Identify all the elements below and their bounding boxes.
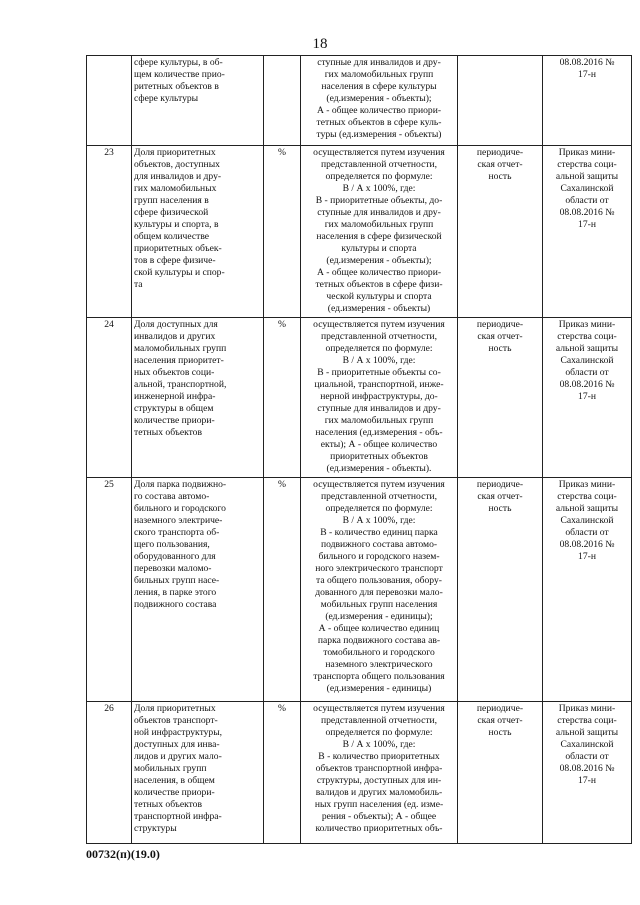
cell-text-line: гих маломобильных групп [324, 219, 434, 230]
cell-text-line: населения приоритет- [134, 355, 224, 366]
cell-text-line: определяется по формуле: [325, 503, 433, 514]
cell-text-line: периодиче- [476, 147, 524, 158]
indicator-name-cell [132, 702, 264, 844]
unit-cell: % [264, 702, 301, 844]
cell-text-line: В - количество единиц парка [320, 527, 438, 538]
page-number: 18 [312, 36, 328, 52]
cell-text-line: осуществляется путем изучения [313, 319, 445, 330]
cell-text-line: дованного для перевозки мало- [315, 587, 443, 598]
cell-text-line: лидов и других мало- [134, 751, 222, 762]
cell-text-line: валидов и других маломобиль- [315, 787, 443, 798]
cell-text-line: В / А х 100%, где: [342, 515, 416, 526]
cell-text-line: общем количестве [134, 231, 210, 242]
cell-text-line: альной защиты [555, 503, 619, 514]
cell-text-line: наземного электрического [325, 659, 433, 670]
cell-text-line: ская отчет- [477, 715, 523, 726]
cell-text-line: количество приоритетных объ- [315, 823, 443, 834]
cell-text-line: наземного электриче- [134, 515, 223, 526]
cell-text-line: В / А х 100%, где: [342, 355, 416, 366]
periodicity-cell [458, 146, 543, 318]
row-number-cell [87, 56, 132, 146]
periodicity-cell [458, 702, 543, 844]
cell-text-line: транспорта общего пользования [313, 671, 445, 682]
source-document-cell [543, 478, 632, 702]
cell-text-line: 08.08.2016 № [559, 539, 615, 550]
row-number-cell: 26 [87, 702, 132, 844]
cell-text-line: объектов, доступных [134, 159, 220, 170]
cell-text-line: альной, транспортной, [134, 379, 227, 390]
cell-text-line: населения в сфере физической [316, 231, 442, 242]
cell-text-line: Приказ мини- [558, 147, 616, 158]
cell-text-line: ступные для инвалидов и дру- [317, 403, 441, 414]
cell-text-line: транспортной инфра- [134, 811, 222, 822]
cell-text-line: ных групп населения (ед. изме- [314, 799, 444, 810]
cell-text-line: (ед.измерения - объекты). [326, 463, 432, 474]
cell-text-line: (ед.измерения - объекты); [326, 255, 432, 266]
cell-text-line: ческой культуры и спорта [326, 291, 432, 302]
cell-text-line: стерства соци- [557, 491, 617, 502]
cell-text-line: В / А х 100%, где: [342, 739, 416, 750]
table-row [87, 478, 632, 702]
cell-text-line: населения, в общем [134, 775, 215, 786]
cell-text-line: 08.08.2016 № [559, 207, 615, 218]
cell-text-line: 17-н [578, 69, 596, 80]
cell-text-line: осуществляется путем изучения [313, 479, 445, 490]
row-number-cell: 23 [87, 146, 132, 318]
indicator-table [86, 55, 632, 844]
cell-text-line: (ед.измерения - единицы); [325, 611, 433, 622]
cell-text-line: тетных объектов в сфере куль- [316, 117, 442, 128]
cell-text-line: томобильного и городского [323, 647, 435, 658]
cell-text-line: Доля доступных для [134, 319, 218, 330]
cell-text-line: Приказ мини- [558, 319, 616, 330]
cell-text-line: подвижного состава [134, 599, 217, 610]
cell-text-line: парка подвижного состава ав- [317, 635, 441, 646]
cell-text-line: бильного и городского назем- [318, 551, 440, 562]
cell-text-line: гих маломобильных [134, 183, 217, 194]
cell-text-line: Сахалинской [560, 355, 614, 366]
cell-text-line: гих маломобильных групп [324, 69, 434, 80]
cell-text-line: циальной, транспортной, инже- [314, 379, 444, 390]
cell-text-line: нерной инфраструктуры, до- [320, 391, 438, 402]
cell-text-line: ность [488, 727, 512, 738]
unit-cell: % [264, 478, 301, 702]
calculation-method-cell [301, 56, 458, 146]
cell-text-line: стерства соци- [557, 331, 617, 342]
row-number-cell: 24 [87, 318, 132, 478]
cell-text-line: ская отчет- [477, 491, 523, 502]
cell-text-line: ритетных объектов в [134, 81, 219, 92]
cell-text-line: объектов транспорт- [134, 715, 218, 726]
cell-text-line: (ед.измерения - объекты); [326, 93, 432, 104]
cell-text-line: альной защиты [555, 343, 619, 354]
cell-text-line: оборудованного для [134, 551, 216, 562]
cell-text-line: ных объектов соци- [134, 367, 215, 378]
cell-text-line: бильного и городского [134, 503, 226, 514]
cell-text-line: подвижного состава автомо- [320, 539, 438, 550]
source-document-cell [543, 702, 632, 844]
indicator-name-cell [132, 56, 264, 146]
cell-text-line: Приказ мини- [558, 479, 616, 490]
calculation-method-cell [301, 702, 458, 844]
cell-text-line: области от [565, 367, 609, 378]
cell-text-line: та общего пользования, обору- [316, 575, 442, 586]
indicator-name-cell [132, 318, 264, 478]
cell-text-line: А - общее количество приори- [316, 105, 442, 116]
cell-text-line: осуществляется путем изучения [313, 147, 445, 158]
cell-text-line: осуществляется путем изучения [313, 703, 445, 714]
cell-text-line: 17-н [578, 551, 596, 562]
calculation-method-cell [301, 478, 458, 702]
cell-text-line: В - количество приоритетных [318, 751, 440, 762]
document-code: 00732(п)(19.0) [86, 847, 160, 861]
cell-text-line: туры (ед.измерения - объекты) [316, 129, 442, 140]
cell-text-line: 17-н [578, 391, 596, 402]
cell-text-line: инвалидов и других [134, 331, 216, 342]
cell-text-line: культуры и спорта, в [134, 219, 219, 230]
cell-text-line: маломобильных групп [134, 343, 227, 354]
periodicity-cell [458, 318, 543, 478]
cell-text-line: 17-н [578, 775, 596, 786]
cell-text-line: Приказ мини- [558, 703, 616, 714]
periodicity-cell [458, 478, 543, 702]
cell-text-line: ления, в парке этого [134, 587, 217, 598]
cell-text-line: доступных для инва- [134, 739, 220, 750]
table-row [87, 56, 632, 146]
cell-text-line: (ед.измерения - объекты) [327, 303, 431, 314]
source-document-cell [543, 56, 632, 146]
cell-text-line: представленной отчетности, [320, 159, 438, 170]
cell-text-line: групп населения в [134, 195, 209, 206]
cell-text-line: определяется по формуле: [325, 727, 433, 738]
cell-text-line: населения в сфере культуры [321, 81, 437, 92]
cell-text-line: Доля приоритетных [134, 703, 216, 714]
cell-text-line: бильных групп насе- [134, 575, 220, 586]
source-document-cell [543, 146, 632, 318]
cell-text-line: населения (ед.измерения - объ- [315, 427, 443, 438]
cell-text-line: 08.08.2016 № [559, 763, 615, 774]
cell-text-line: Сахалинской [560, 183, 614, 194]
cell-text-line: приоритетных объек- [134, 243, 222, 254]
cell-text-line: А - общее количество приори- [316, 267, 442, 278]
cell-text-line: периодиче- [476, 703, 524, 714]
cell-text-line: определяется по формуле: [325, 343, 433, 354]
cell-text-line: объектов транспортной инфра- [315, 763, 443, 774]
cell-text-line: (ед.измерения - единицы) [326, 683, 432, 694]
cell-text-line: ность [488, 503, 512, 514]
table-row [87, 702, 632, 844]
cell-text-line: сфере культуры, в об- [134, 57, 223, 68]
cell-text-line: Сахалинской [560, 739, 614, 750]
cell-text-line: ступные для инвалидов и дру- [317, 207, 441, 218]
cell-text-line: ской культуры и спор- [134, 267, 225, 278]
cell-text-line: тетных объектов [134, 427, 203, 438]
cell-text-line: культуры и спорта [341, 243, 417, 254]
cell-text-line: екты); А - общее количество [320, 439, 438, 450]
cell-text-line: сфере культуры [134, 93, 199, 104]
cell-text-line: В - приоритетные объекты, до- [315, 195, 443, 206]
calculation-method-cell [301, 318, 458, 478]
cell-text-line: стерства соци- [557, 159, 617, 170]
cell-text-line: сфере физической [134, 207, 209, 218]
cell-text-line: структуры в общем [134, 403, 214, 414]
cell-text-line: ность [488, 171, 512, 182]
cell-text-line: количестве приори- [134, 415, 215, 426]
row-number-cell: 25 [87, 478, 132, 702]
table-row [87, 318, 632, 478]
cell-text-line: представленной отчетности, [320, 331, 438, 342]
cell-text-line: приоритетных объектов [330, 451, 428, 462]
table-row [87, 146, 632, 318]
cell-text-line: 08.08.2016 № [559, 57, 615, 68]
cell-text-line: щего пользования, [134, 539, 210, 550]
cell-text-line: ного электрического транспорт [315, 563, 443, 574]
cell-text-line: Сахалинской [560, 515, 614, 526]
cell-text-line: В - приоритетные объекты со- [317, 367, 441, 378]
cell-text-line: ская отчет- [477, 331, 523, 342]
cell-text-line: го состава автомо- [134, 491, 210, 502]
cell-text-line: альной защиты [555, 727, 619, 738]
cell-text-line: количестве приори- [134, 787, 215, 798]
cell-text-line: перевозки маломо- [134, 563, 212, 574]
cell-text-line: ского транспорта об- [134, 527, 220, 538]
periodicity-cell [458, 56, 543, 146]
cell-text-line: структуры, доступных для ин- [316, 775, 442, 786]
table-body [87, 56, 632, 844]
source-document-cell [543, 318, 632, 478]
unit-cell: % [264, 146, 301, 318]
cell-text-line: А - общее количество единиц [318, 623, 440, 634]
cell-text-line: определяется по формуле: [325, 171, 433, 182]
cell-text-line: щем количестве прио- [134, 69, 225, 80]
cell-text-line: представленной отчетности, [320, 491, 438, 502]
cell-text-line: Доля приоритетных [134, 147, 216, 158]
cell-text-line: тов в сфере физиче- [134, 255, 216, 266]
cell-text-line: структуры [134, 823, 177, 834]
unit-cell: % [264, 318, 301, 478]
cell-text-line: для инвалидов и дру- [134, 171, 222, 182]
cell-text-line: Доля парка подвижно- [134, 479, 227, 490]
cell-text-line: периодиче- [476, 479, 524, 490]
cell-text-line: 08.08.2016 № [559, 379, 615, 390]
cell-text-line: ность [488, 343, 512, 354]
cell-text-line: инженерной инфра- [134, 391, 216, 402]
cell-text-line: ной инфраструктуры, [134, 727, 223, 738]
cell-text-line: области от [565, 527, 609, 538]
cell-text-line: периодиче- [476, 319, 524, 330]
cell-text-line: тетных объектов [134, 799, 203, 810]
cell-text-line: представленной отчетности, [320, 715, 438, 726]
cell-text-line: рения - объекты); А - общее [321, 811, 437, 822]
calculation-method-cell [301, 146, 458, 318]
cell-text-line: мобильных групп [134, 763, 207, 774]
cell-text-line: мобильных групп населения [320, 599, 438, 610]
cell-text-line: В / А х 100%, где: [342, 183, 416, 194]
cell-text-line: гих маломобильных групп [324, 415, 434, 426]
cell-text-line: области от [565, 751, 609, 762]
cell-text-line: ступные для инвалидов и дру- [317, 57, 441, 68]
cell-text-line: области от [565, 195, 609, 206]
cell-text-line: стерства соци- [557, 715, 617, 726]
indicator-name-cell [132, 146, 264, 318]
cell-text-line: ская отчет- [477, 159, 523, 170]
unit-cell [264, 56, 301, 146]
cell-text-line: альной защиты [555, 171, 619, 182]
cell-text-line: 17-н [578, 219, 596, 230]
indicator-name-cell [132, 478, 264, 702]
cell-text-line: та [134, 279, 143, 290]
cell-text-line: тетных объектов в сфере физи- [315, 279, 443, 290]
